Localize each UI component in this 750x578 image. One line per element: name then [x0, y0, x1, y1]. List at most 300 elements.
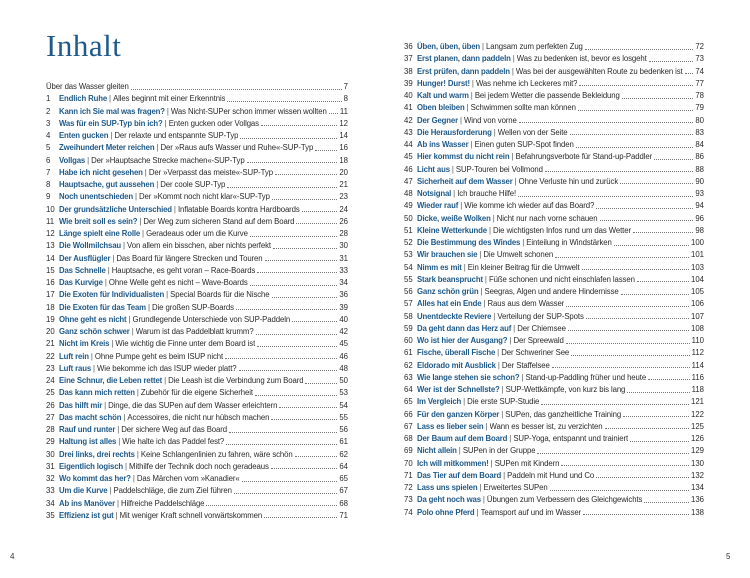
leader-dots: [279, 407, 337, 408]
leader-dots: [206, 505, 337, 506]
chapter-title: Noch unentschieden: [59, 192, 133, 202]
chapter-subtitle: Die wichtigsten Infos rund um das Wetter: [492, 225, 631, 235]
chapter-number: 34: [46, 498, 55, 508]
toc-entry[interactable]: [404, 335, 704, 347]
toc-entry[interactable]: [46, 155, 348, 167]
page-number: 114: [691, 360, 704, 370]
separator: |: [458, 446, 461, 456]
chapter-number: 49: [404, 201, 413, 211]
leader-dots: [605, 428, 689, 429]
page-number: 23: [339, 192, 348, 202]
page-number: 108: [690, 323, 704, 333]
toc-entry[interactable]: [404, 372, 704, 384]
chapter-number: 71: [404, 470, 413, 480]
leader-dots: [518, 196, 693, 197]
leader-dots: [227, 187, 337, 188]
separator: |: [118, 437, 121, 447]
page-number: 77: [695, 78, 704, 88]
chapter-subtitle: Paddelschläge, die zum Ziel führen: [113, 486, 232, 496]
chapter-title: Notsignal: [417, 189, 452, 198]
chapter-title: Das hilft mir: [59, 400, 103, 410]
toc-entry[interactable]: [46, 510, 348, 522]
chapter-number: 8: [46, 180, 51, 189]
separator: |: [453, 189, 456, 198]
page-number: 78: [695, 91, 704, 100]
chapter-number: 63: [404, 372, 413, 382]
leader-dots: [552, 367, 690, 368]
toc-entry[interactable]: [404, 274, 704, 286]
toc-entry[interactable]: [46, 216, 348, 228]
chapter-number: 38: [404, 66, 413, 76]
leader-dots: [242, 481, 338, 482]
chapter-subtitle: Wie bekomme ich das ISUP wieder platt?: [97, 363, 237, 373]
chapter-subtitle: Der »Kommt noch nicht klar«-SUP-Typ: [139, 192, 270, 202]
chapter-title: Das macht schön: [59, 412, 122, 422]
page-number-right: 5: [726, 552, 731, 561]
chapter-number: 27: [46, 412, 55, 422]
chapter-number: 2: [46, 106, 51, 116]
toc-entry[interactable]: [46, 289, 348, 301]
toc-entry[interactable]: [46, 118, 348, 130]
toc-entry[interactable]: [404, 494, 704, 506]
chapter-title: Habe ich nicht gesehen: [59, 167, 143, 177]
page-number: 80: [695, 115, 704, 125]
leader-dots: [257, 272, 337, 273]
toc-entry[interactable]: [404, 507, 704, 519]
page-number: 71: [339, 510, 348, 520]
toc-entry[interactable]: [46, 461, 348, 473]
chapter-number: 68: [404, 434, 413, 443]
leader-dots: [537, 453, 689, 454]
chapter-subtitle: Einen guten SUP-Spot finden: [474, 140, 574, 149]
chapter-title: Endlich Ruhe: [59, 94, 108, 104]
chapter-number: 50: [404, 213, 413, 223]
toc-entry[interactable]: [404, 384, 704, 396]
toc-entry[interactable]: [404, 470, 704, 482]
separator: |: [166, 290, 169, 300]
toc-entry[interactable]: [46, 228, 348, 240]
chapter-number: 74: [404, 507, 413, 517]
chapter-title: Hunger! Durst!: [417, 78, 470, 88]
toc-entry[interactable]: [46, 498, 348, 510]
page-number: 16: [339, 143, 348, 153]
leader-dots: [295, 456, 338, 457]
separator: |: [488, 225, 491, 235]
toc-entry[interactable]: [404, 78, 704, 90]
page-number: 18: [339, 155, 348, 165]
toc-entry[interactable]: [46, 351, 348, 363]
chapter-subtitle: Der Chiemsee: [517, 323, 566, 333]
chapter-title: Wie breit soll es sein?: [59, 216, 138, 226]
page-number: 121: [690, 397, 704, 407]
chapter-number: 62: [404, 360, 413, 370]
toc-entry[interactable]: [46, 240, 348, 252]
leader-dots: [131, 89, 342, 90]
chapter-title: Luft raus: [59, 363, 92, 373]
chapter-title: Nicht allein: [417, 446, 457, 456]
toc-entry[interactable]: [404, 458, 704, 470]
leader-dots: [250, 285, 338, 286]
chapter-subtitle: Der Schweriner See: [501, 348, 570, 358]
leader-dots: [271, 468, 338, 469]
leader-dots: [329, 113, 338, 114]
toc-entry[interactable]: [404, 323, 704, 335]
chapter-number: 36: [404, 42, 413, 51]
chapter-subtitle: Accessoires, die nicht nur hübsch machen: [127, 412, 270, 422]
toc-entry[interactable]: [404, 151, 704, 163]
toc-entry[interactable]: [404, 53, 704, 65]
toc-entry[interactable]: [404, 127, 704, 139]
leader-dots: [273, 248, 337, 249]
page-number: 105: [690, 287, 704, 296]
toc-entry[interactable]: [404, 164, 704, 176]
leader-dots: [226, 444, 337, 445]
separator: |: [493, 127, 496, 137]
chapter-number: 33: [46, 486, 55, 496]
chapter-title: Im Vergleich: [417, 397, 462, 407]
page-number: 68: [339, 498, 348, 508]
chapter-title: Drei links, drei rechts: [59, 449, 135, 459]
chapter-subtitle: Enten gucken oder Vollgas: [168, 118, 259, 128]
leader-dots: [571, 355, 689, 356]
chapter-title: Die Bestimmung des Windes: [417, 238, 521, 247]
separator: |: [132, 474, 135, 483]
separator: |: [521, 372, 524, 382]
leader-dots: [272, 297, 338, 298]
toc-entry[interactable]: [404, 421, 704, 433]
separator: |: [144, 167, 147, 177]
toc-entry[interactable]: [46, 449, 348, 461]
separator: |: [497, 360, 500, 370]
toc-entry[interactable]: [404, 90, 704, 102]
chapter-subtitle: Der »Hauptsache Strecke machen«-SUP-Typ: [91, 155, 245, 165]
toc-entry[interactable]: [46, 412, 348, 424]
toc-entry[interactable]: [46, 302, 348, 314]
separator: |: [460, 201, 463, 211]
separator: |: [104, 278, 107, 287]
chapter-number: 26: [46, 400, 55, 410]
chapter-subtitle: Der coole SUP-Typ: [160, 180, 226, 189]
chapter-number: 4: [46, 131, 51, 140]
page-number: 42: [339, 327, 348, 336]
leader-dots: [261, 125, 337, 126]
toc-entry[interactable]: [46, 253, 348, 265]
chapter-number: 32: [46, 474, 55, 483]
toc-entry[interactable]: [46, 277, 348, 289]
page-number: 39: [339, 302, 348, 312]
chapter-number: 25: [46, 388, 55, 398]
separator: |: [466, 103, 469, 113]
toc-entry[interactable]: [404, 139, 704, 151]
toc-right-column: [404, 41, 704, 519]
separator: |: [463, 262, 466, 272]
chapter-title: Hauptsache, gut aussehen: [59, 180, 155, 189]
leader-dots: [561, 465, 689, 466]
leader-dots: [600, 220, 694, 221]
leader-dots: [566, 343, 690, 344]
chapter-number: 22: [46, 351, 55, 361]
chapter-number: 37: [404, 54, 413, 64]
toc-entry[interactable]: [46, 375, 348, 387]
toc-entry[interactable]: [46, 338, 348, 350]
toc-entry[interactable]: [46, 93, 348, 105]
separator: |: [513, 323, 516, 333]
chapter-subtitle: Der Spreewald: [513, 336, 564, 345]
separator: |: [480, 287, 483, 296]
leader-dots: [265, 260, 338, 261]
chapter-title: Wo kommt das her?: [59, 474, 131, 483]
toc-entry[interactable]: [46, 387, 348, 399]
page-number: 72: [695, 42, 704, 51]
separator: |: [93, 363, 96, 373]
toc-entry[interactable]: [404, 433, 704, 445]
chapter-number: 47: [404, 176, 413, 186]
toc-entry[interactable]: [404, 249, 704, 261]
chapter-title: Kalt und warm: [417, 91, 469, 100]
chapter-subtitle: Teamsport auf und im Wasser: [480, 507, 582, 517]
toc-entry[interactable]: [404, 66, 704, 78]
page-number: 86: [695, 152, 704, 162]
separator: |: [470, 140, 473, 149]
chapter-subtitle: SUP-Wettkämpfe, von kurz bis lang: [505, 385, 626, 394]
chapter-subtitle: Keine Schlangenlinien zu fahren, wäre schön: [140, 449, 293, 459]
leader-dots: [566, 306, 689, 307]
chapter-subtitle: Inflatable Boards kontra Hardboards: [177, 204, 300, 214]
leader-dots: [648, 379, 689, 380]
chapter-number: 17: [46, 290, 55, 300]
toc-entry[interactable]: [404, 176, 704, 188]
chapter-subtitle: Dinge, die das SUPen auf dem Wasser erleichtern: [108, 400, 278, 410]
chapter-title: Sicherheit auf dem Wasser: [417, 176, 513, 186]
separator: |: [471, 78, 474, 88]
page-number: 67: [339, 486, 348, 496]
chapter-subtitle: Special Boards für die Nische: [170, 290, 270, 300]
toc-entry[interactable]: [404, 237, 704, 249]
page-number: 24: [339, 204, 348, 214]
toc-entry[interactable]: [404, 213, 704, 225]
chapter-subtitle: SUPen in der Gruppe: [462, 446, 536, 456]
chapter-subtitle: Was nehme ich Leckeres mit?: [475, 78, 578, 88]
toc-entry[interactable]: [404, 188, 704, 200]
chapter-number: 52: [404, 238, 413, 247]
separator: |: [87, 155, 90, 165]
leader-dots: [247, 162, 338, 163]
chapter-subtitle: Die Leash ist die Verbindung zum Board: [168, 376, 304, 385]
chapter-number: 48: [404, 189, 413, 198]
chapter-title: Hier kommst du nicht rein: [417, 152, 510, 162]
chapter-subtitle: Einteilung in Windstärken: [526, 238, 612, 247]
page-number: 122: [690, 409, 704, 419]
toc-entry[interactable]: [46, 424, 348, 436]
leader-dots: [275, 174, 337, 175]
separator: |: [125, 461, 128, 471]
page-number: 98: [695, 225, 704, 235]
leader-dots: [550, 490, 689, 491]
toc-entry[interactable]: [46, 167, 348, 179]
page-number: 125: [690, 421, 704, 431]
chapter-title: Eldorado mit Ausblick: [417, 360, 496, 370]
chapter-subtitle: Paddeln mit Hund und Co: [507, 470, 595, 480]
toc-entry[interactable]: [46, 326, 348, 338]
page-number: 56: [339, 425, 348, 434]
page-number: 54: [339, 400, 348, 410]
chapter-title: Was für ein SUP-Typ bin ich?: [59, 118, 163, 128]
leader-dots: [296, 223, 337, 224]
toc-entry[interactable]: [46, 191, 348, 203]
page-number: 11: [339, 106, 348, 116]
toc-entry[interactable]: [46, 265, 348, 277]
page-number: 55: [339, 412, 348, 422]
chapter-subtitle: Was bei der ausgewählten Route zu bedenken ist: [515, 66, 683, 76]
leader-dots: [576, 147, 694, 148]
toc-entry[interactable]: [404, 115, 704, 127]
intro-title: Über das Wasser gleiten: [46, 82, 129, 91]
chapter-subtitle: SUP-Yoga, entspannt und trainiert: [513, 434, 629, 443]
toc-entry[interactable]: [46, 179, 348, 191]
page-number: 79: [695, 103, 704, 113]
chapter-subtitle: Hauptsache, es geht voran – Race-Boards: [111, 265, 256, 275]
chapter-subtitle: Ein kleiner Beitrag für die Umwelt: [467, 262, 580, 272]
separator: |: [142, 229, 145, 238]
leader-dots: [583, 514, 689, 515]
chapter-subtitle: Der Staffelsee: [501, 360, 550, 370]
toc-entry[interactable]: [46, 142, 348, 154]
leader-dots: [620, 183, 693, 184]
chapter-title: Kleine Wetterkunde: [417, 225, 487, 235]
toc-entry[interactable]: [404, 482, 704, 494]
toc-entry[interactable]: [46, 204, 348, 216]
separator: |: [497, 348, 500, 358]
toc-entry[interactable]: [404, 311, 704, 323]
chapter-subtitle: Das Märchen vom »Kanadier«: [136, 474, 240, 483]
page-number: 130: [690, 458, 704, 468]
toc-entry[interactable]: [46, 363, 348, 375]
toc-entry[interactable]: [404, 200, 704, 212]
separator: |: [136, 388, 139, 398]
chapter-title: Ich will mitkommen!: [417, 458, 489, 468]
toc-entry[interactable]: [404, 409, 704, 421]
chapter-number: 54: [404, 262, 413, 272]
chapter-number: 23: [46, 363, 55, 373]
chapter-number: 15: [46, 265, 55, 275]
chapter-subtitle: Wind von vorne: [464, 115, 517, 125]
chapter-title: Oben bleiben: [417, 103, 465, 113]
chapter-number: 16: [46, 278, 55, 287]
leader-dots: [654, 159, 693, 160]
chapter-number: 56: [404, 287, 413, 296]
chapter-number: 24: [46, 376, 55, 385]
toc-entry[interactable]: [404, 102, 704, 114]
leader-dots: [633, 232, 693, 233]
leader-dots: [256, 334, 338, 335]
toc-entry[interactable]: [404, 396, 704, 408]
chapter-title: Nicht im Kreis: [59, 339, 110, 349]
separator: |: [123, 241, 126, 251]
separator: |: [136, 449, 139, 459]
toc-entry[interactable]: [404, 41, 704, 53]
separator: |: [104, 400, 107, 410]
leader-dots: [271, 419, 337, 420]
page-number: 50: [339, 376, 348, 385]
chapter-subtitle: Die Umwelt schonen: [483, 250, 554, 260]
chapter-subtitle: Seegras, Algen und andere Hindernisse: [484, 287, 619, 296]
leader-dots: [578, 110, 693, 111]
toc-entry[interactable]: [46, 130, 348, 142]
separator: |: [116, 498, 119, 508]
chapter-number: 53: [404, 250, 413, 260]
toc-entry[interactable]: [404, 360, 704, 372]
page-number: 129: [690, 446, 704, 456]
leader-dots: [570, 134, 694, 135]
toc-entry[interactable]: [46, 400, 348, 412]
chapter-title: Kann ich Sie mal was fragen?: [59, 106, 165, 116]
leader-dots: [240, 138, 337, 139]
page-number: 74: [695, 66, 704, 76]
page-number: 12: [339, 118, 348, 128]
leader-dots: [623, 416, 689, 417]
page-number: 40: [339, 314, 348, 324]
chapter-number: 72: [404, 483, 413, 492]
chapter-title: Die Wollmilchsau: [59, 241, 122, 251]
separator: |: [484, 274, 487, 284]
toc-entry[interactable]: [404, 347, 704, 359]
chapter-number: 51: [404, 225, 413, 235]
page-number: 107: [690, 311, 704, 321]
page-number: 94: [695, 201, 704, 211]
page-number: 138: [690, 507, 704, 517]
toc-entry[interactable]: [46, 314, 348, 326]
toc-entry[interactable]: [404, 286, 704, 298]
toc-entry[interactable]: [404, 225, 704, 237]
leader-dots: [236, 309, 337, 310]
chapter-number: 28: [46, 425, 55, 434]
page-number: 20: [339, 167, 348, 177]
chapter-subtitle: Erweitertes SUPen: [483, 483, 548, 492]
separator: |: [511, 66, 514, 76]
page-number: 84: [695, 140, 704, 149]
leader-dots: [255, 395, 337, 396]
toc-entry[interactable]: [46, 473, 348, 485]
toc-entry[interactable]: [46, 436, 348, 448]
chapter-number: 31: [46, 461, 55, 471]
toc-entry[interactable]: [46, 485, 348, 497]
chapter-subtitle: Raus aus dem Wasser: [487, 299, 565, 309]
separator: |: [522, 238, 525, 247]
chapter-title: Da geht noch was: [417, 495, 481, 505]
separator: |: [482, 495, 485, 505]
chapter-number: 13: [46, 241, 55, 251]
chapter-subtitle: Ohne Welle geht es nicht – Wave-Boards: [108, 278, 248, 287]
chapter-title: Wer ist der Schnellste?: [417, 385, 500, 394]
chapter-subtitle: Nicht nur nach vorne schauen: [496, 213, 598, 223]
chapter-title: Ab ins Wasser: [417, 140, 469, 149]
separator: |: [134, 192, 138, 202]
separator: |: [509, 336, 512, 345]
chapter-number: 40: [404, 91, 413, 100]
toc-entry[interactable]: [404, 262, 704, 274]
separator: |: [139, 216, 142, 226]
toc-intro-entry[interactable]: [46, 81, 348, 93]
toc-entry[interactable]: [404, 445, 704, 457]
toc-entry[interactable]: [404, 298, 704, 310]
toc-entry[interactable]: [46, 106, 348, 118]
page-number-left: 4: [10, 552, 15, 561]
chapter-title: Das kann mich retten: [59, 388, 135, 398]
leader-dots: [239, 370, 338, 371]
page-number: 64: [339, 461, 348, 471]
leader-dots: [541, 404, 689, 405]
separator: |: [147, 302, 150, 312]
